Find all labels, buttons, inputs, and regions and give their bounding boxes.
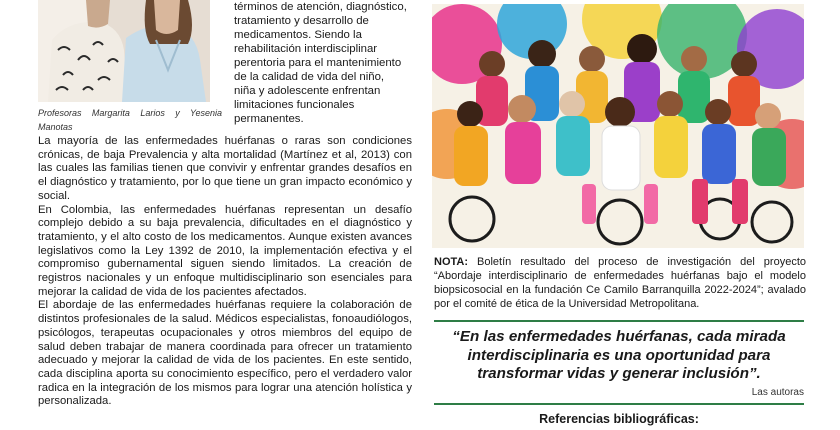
body-paragraph: El abordaje de las enfermedades huérfanas requiere la colaboración de distintos profesionales de la salud. Médicos especialistas, fonoaudiólogos, psicólogos, terapeutas ocupacionales y otros miembros del equipo de salud deben trabajar de manera coordinada para ofrecer un tratamiento adecuado y mejorar la calidad de vida de los pacientes. En este sentido, cada disciplina aporta su conocimiento específico, pero el verdadero valor radica en la integración de los mismos para lograr una atención holística y personalizada. — [38, 299, 412, 408]
narrow-line: rehabilitación interdisciplinar — [234, 43, 378, 55]
quote-byline: Las autoras — [751, 387, 804, 398]
professors-photo — [38, 0, 210, 102]
inclusion-illustration — [432, 4, 804, 248]
project-note — [434, 255, 806, 311]
note-text: Boletín resultado del proceso de investigación del proyecto “Abordaje interdisciplinario de enfermedades huérfanas bajo el modelo biopsicosocial en la fundación Ce Camilo Barranquilla 2022-2024”; avalado por el comité de ética de la Universidad Metropolitana. — [434, 256, 806, 310]
narrow-line: perentoria para el mantenimiento — [234, 57, 402, 69]
inclusion-illustration-drawing — [432, 4, 804, 248]
references-heading: Referencias bibliográficas: — [539, 412, 699, 426]
quote-bottom-rule — [434, 403, 804, 405]
professors-photo-illustration — [38, 0, 210, 102]
narrow-text-column — [234, 0, 410, 126]
narrow-line: niña y adolescente enfrentan — [234, 85, 381, 97]
quote-top-rule — [434, 320, 804, 322]
narrow-line: términos de atención, diagnóstico, — [234, 1, 407, 13]
highlight-quote: “En las enfermedades huérfanas, cada mirada interdisciplinaria es una oportunidad para transformar vidas y generar inclusión”. — [452, 328, 786, 382]
body-text — [38, 135, 412, 409]
narrow-line: medicamentos. Siendo la — [234, 29, 362, 41]
narrow-line: limitaciones funcionales — [234, 99, 355, 111]
narrow-line: tratamiento y desarrollo de — [234, 15, 369, 27]
narrow-line: de la calidad de vida del niño, — [234, 71, 385, 83]
body-paragraph: En Colombia, las enfermedades huérfanas representan un desafío complejo debido a su baja prevalencia, dificultades en el diagnóstico y tratamiento, y el alto costo de los medicamentos. Aunque existen avances legislativos como la Ley 1392 de 2010, la implementación efectiva y el compromiso gubernamental siguen siendo limitados. La creación de registros nacionales y un enfoque multidisciplinario son esenciales para mejorar la calidad de vida de los pacientes afectados. — [38, 203, 412, 298]
body-paragraph: La mayoría de las enfermedades huérfanas o raras son condiciones crónicas, de baja Prevalencia y alta mortalidad (Martínez et al, 2013) con las cuales las familias tienen que convivir y enfrentar grandes desafíos en el diagnóstico y tratamiento, por lo que tiene un gran impacto económico y social. — [38, 135, 412, 202]
photo-caption: Profesoras Margarita Larios y Yesenia Manotas — [38, 108, 222, 132]
note-label: NOTA: — [434, 256, 469, 268]
narrow-line: permanentes. — [234, 113, 304, 125]
